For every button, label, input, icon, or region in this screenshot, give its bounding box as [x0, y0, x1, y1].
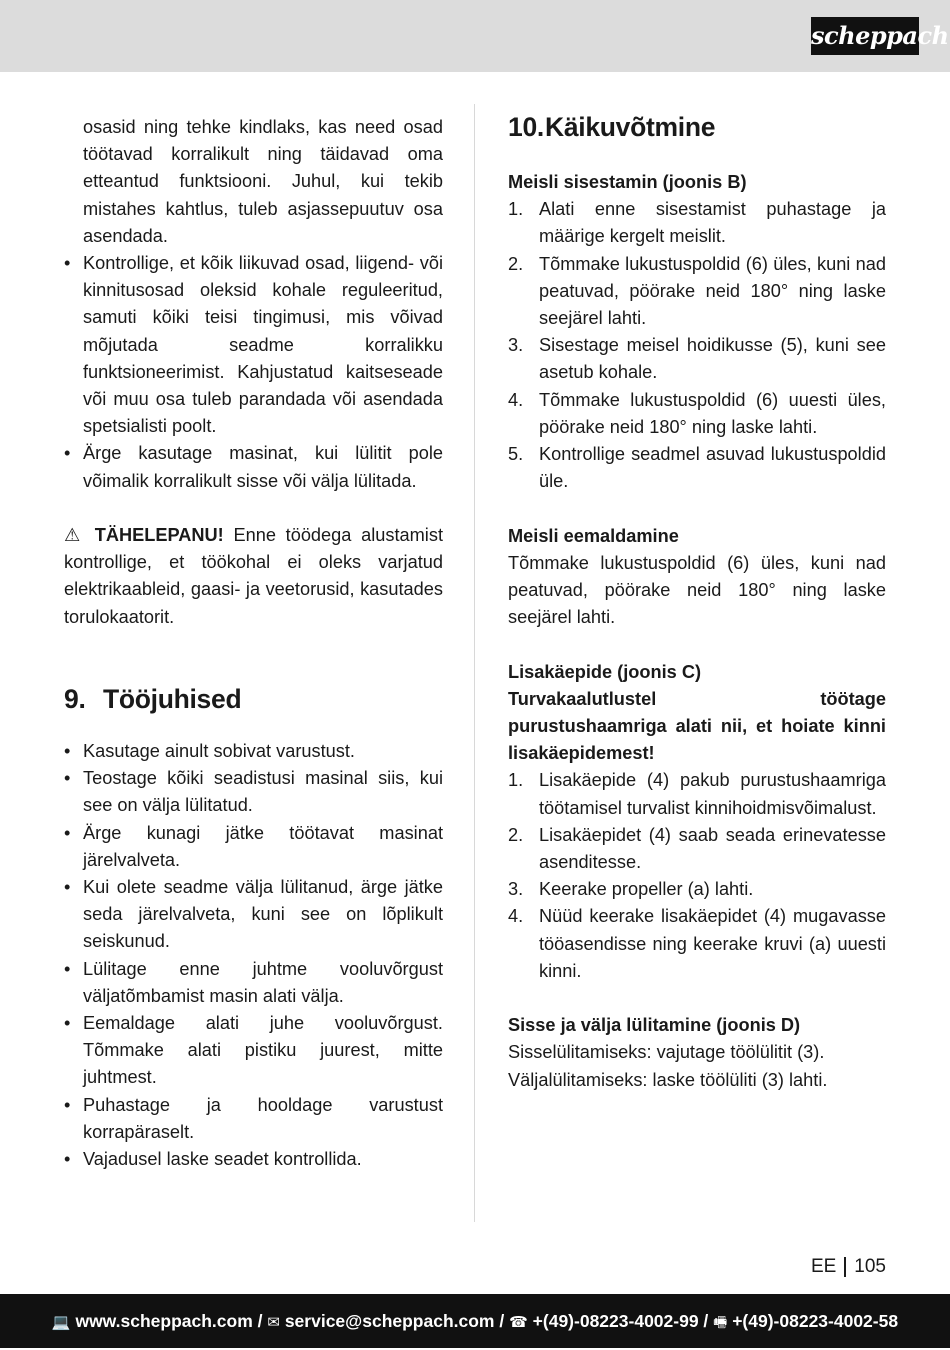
handle-safety-note: Turvakaalutlustel töötage purustushaamriga alati nii, et hoiate kinni lisakäepidemest! [508, 688, 886, 764]
subheading-switch: Sisse ja välja lülitamine (joonis D) [508, 1015, 801, 1036]
warning-text: Enne töödega alustamist kontrollige, et töökohal ei oleks varjatud elektrikaableid, gaasi- ja veetorusid, kasutades torulokaatorit. [64, 525, 443, 627]
warning-title: TÄHELEPANU! [94, 525, 224, 546]
list-item: • Teostage kõiki seadistusi masinal siis, kui see on välja lülitatud. [64, 765, 443, 819]
list-item: 4. Nüüd keerake lisakäepidet (4) mugavasse tööasendisse ning keerake kruvi (a) uuesti kinni. [508, 906, 886, 981]
section-9-heading [64, 682, 443, 716]
section-number: 9. [64, 684, 86, 715]
list-item: 5. Kontrollige seadmel asuvad lukustuspoldid üle. [508, 444, 886, 492]
switch-off-text: Väljalülitamiseks: laske töölüliti (3) lahti. [508, 1069, 828, 1090]
switch-on-text: Sisselülitamiseks: vajutage töölülitit (3). [508, 1042, 825, 1063]
handle-steps [508, 767, 886, 985]
warning-paragraph [64, 522, 443, 631]
column-divider [474, 104, 475, 1222]
subheading-handle: Lisakäepide (joonis C) [508, 661, 702, 682]
section-10-heading [508, 110, 886, 144]
list-item: • Kontrollige, et kõik liikuvad osad, liigend- või kinnitusosad oleksid kohale reguleeritud, samuti kõiki teisi tingimusi, mis võivad mõjutada seadme korralikku funktsioneerimist. Kahjustatud kaitseseade või muu osa tuleb parandada või asendada spetsialisti poolt. [64, 250, 443, 440]
list-item: 2. Tõmmake lukustuspoldid (6) üles, kuni nad peatuvad, pöörake neid 180° ning laske seejärel lahti. [508, 253, 886, 329]
footer-fax: +(49)-08223-4002-58 [732, 1311, 899, 1331]
page-number [811, 1256, 886, 1278]
remove-text: Tõmmake lukustuspoldid (6) üles, kuni nad peatuvad, pöörake neid 180° ning laske seejärel lahti. [508, 552, 886, 628]
header-bar [0, 0, 950, 72]
brand-logo: scheppach [811, 17, 919, 55]
left-column [64, 114, 443, 1173]
footer-phone: +(49)-08223-4002-99 / [532, 1311, 709, 1331]
list-item: 3. Keerake propeller (a) lahti. [508, 879, 754, 900]
list-item: 3. Sisestage meisel hoidikusse (5), kuni see asetub kohale. [508, 335, 886, 383]
list-item: 1. Alati enne sisestamist puhastage ja määrige kergelt meislit. [508, 199, 886, 247]
fax-icon: 🖷 [713, 1314, 728, 1331]
list-item: • Ärge kunagi jätke töötavat masinat järelvalveta. [64, 820, 443, 874]
list-item: 2. Lisakäepidet (4) saab seada erinevatesse asenditesse. [508, 824, 886, 873]
footer-email[interactable]: service@scheppach.com / [284, 1311, 505, 1331]
page-number-value: 105 [854, 1256, 886, 1277]
intro-continuation: osasid ning tehke kindlaks, kas need osad töötavad korralikult ning täidavad oma etteantud funktsiooni. Juhul, kui tekib mistahes kahtlus, tuleb asjassepuutuv osa asendada. [83, 117, 443, 246]
list-item: 4. Tõmmake lukustuspoldid (6) uuesti üles, pöörake neid 180° ning laske lahti. [508, 389, 886, 437]
list-item: • Puhastage ja hooldage varustust korrapäraselt. [64, 1092, 443, 1146]
section-title: Tööjuhised [103, 684, 242, 715]
list-item: • Ärge kasutage masinat, kui lülitit pole võimalik korralikult sisse või välja lülitada. [64, 440, 443, 494]
subheading-insert: Meisli sisestamin (joonis B) [508, 172, 747, 192]
insert-steps [508, 196, 886, 495]
language-code: EE [810, 1256, 837, 1277]
page-separator [844, 1257, 846, 1277]
list-item: • Eemaldage alati juhe vooluvõrgust. Tõmmake alati pistiku juurest, mitte juhtmest. [64, 1010, 443, 1092]
right-column [508, 114, 886, 1094]
bullet-list-checks [64, 250, 443, 495]
list-item: • Lülitage enne juhtme vooluvõrgust väljatõmbamist masin alati välja. [64, 956, 443, 1010]
list-item: • Kui olete seadme välja lülitanud, ärge jätke seda järelvalveta, kuni see on lõplikult seiskunud. [64, 874, 443, 956]
footer-website[interactable]: www.scheppach.com / [75, 1311, 263, 1331]
bullet-list-work-instructions [64, 738, 443, 1173]
list-item: 1. Lisakäepide (4) pakub purustushaamriga töötamisel turvalist kinnihoidmisvõimalust. [508, 770, 886, 818]
phone-icon: ☎ [509, 1314, 528, 1331]
section-title: Käikuvõtmine [545, 112, 716, 142]
subheading-remove: Meisli eemaldamine [508, 525, 679, 546]
list-item: • Kasutage ainult sobivat varustust. [64, 738, 443, 765]
list-item: • Vajadusel laske seadet kontrollida. [64, 1146, 443, 1173]
computer-icon: 💻 [51, 1314, 71, 1331]
section-number: 10. [508, 112, 544, 142]
footer-bar [0, 1294, 950, 1348]
mail-icon: ✉ [267, 1314, 280, 1331]
warning-icon: ⚠ [64, 525, 85, 546]
